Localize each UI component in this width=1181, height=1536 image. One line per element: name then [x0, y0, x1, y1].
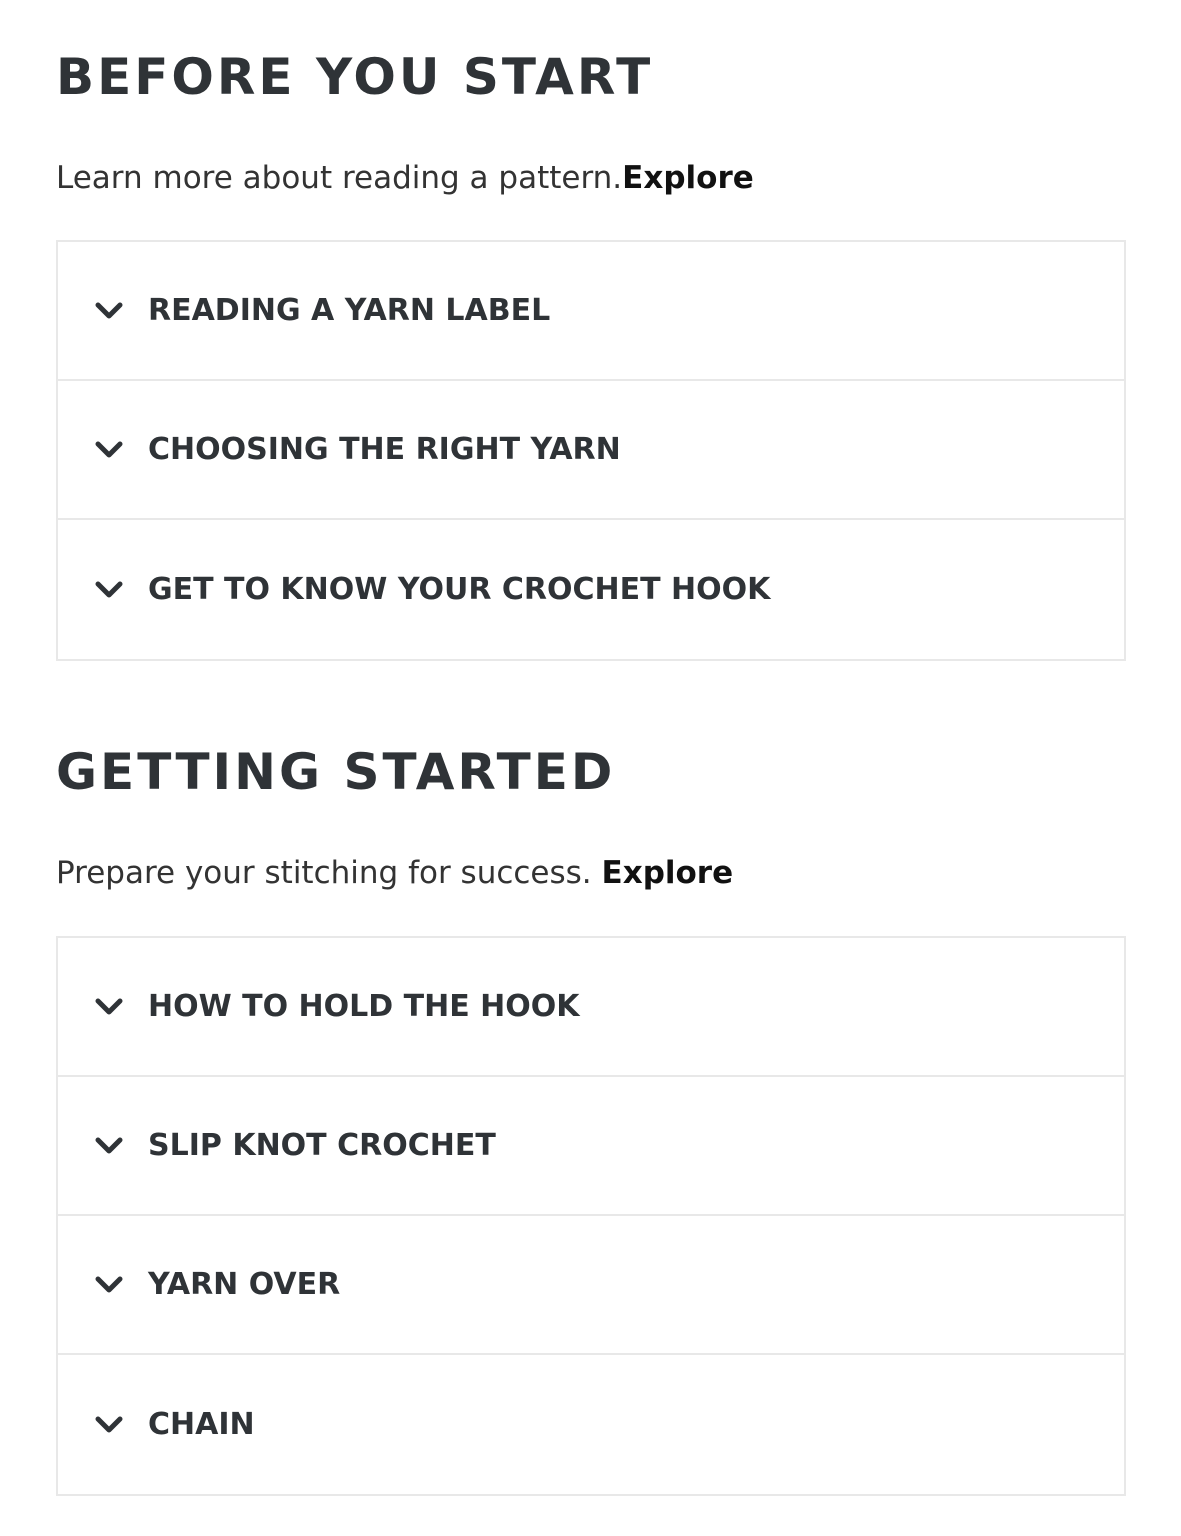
accordion-item-chain[interactable] [58, 1355, 1124, 1494]
accordion-item-how-to-hold-the-hook[interactable] [58, 938, 1124, 1077]
accordion-item-label: CHAIN [148, 1407, 255, 1442]
accordion-item-reading-a-yarn-label[interactable] [58, 242, 1124, 381]
accordion-item-label: READING A YARN LABEL [148, 293, 551, 328]
accordion-item-get-to-know-your-crochet-hook[interactable] [58, 520, 1124, 659]
accordion-item-label: CHOOSING THE RIGHT YARN [148, 432, 621, 467]
chevron-down-icon [94, 997, 124, 1017]
accordion-item-label: HOW TO HOLD THE HOOK [148, 989, 580, 1024]
chevron-down-icon [94, 440, 124, 460]
accordion-getting-started [56, 936, 1126, 1496]
chevron-down-icon [94, 1136, 124, 1156]
section-intro-before-you-start [56, 160, 754, 196]
intro-text: Learn more about reading a pattern. [56, 160, 623, 196]
section-title-getting-started: GETTING STARTED [56, 743, 616, 801]
chevron-down-icon [94, 1415, 124, 1435]
chevron-down-icon [94, 580, 124, 600]
section-title-before-you-start: BEFORE YOU START [56, 48, 654, 106]
accordion-item-yarn-over[interactable] [58, 1216, 1124, 1355]
intro-text: Prepare your stitching for success. [56, 855, 602, 891]
accordion-item-label: YARN OVER [148, 1267, 341, 1302]
accordion-item-slip-knot-crochet[interactable] [58, 1077, 1124, 1216]
accordion-item-label: SLIP KNOT CROCHET [148, 1128, 496, 1163]
accordion-before-you-start [56, 240, 1126, 661]
chevron-down-icon [94, 301, 124, 321]
accordion-item-choosing-the-right-yarn[interactable] [58, 381, 1124, 520]
section-intro-getting-started [56, 855, 734, 891]
explore-link[interactable]: Explore [622, 160, 754, 196]
chevron-down-icon [94, 1275, 124, 1295]
accordion-item-label: GET TO KNOW YOUR CROCHET HOOK [148, 572, 771, 607]
explore-link[interactable]: Explore [601, 855, 734, 891]
